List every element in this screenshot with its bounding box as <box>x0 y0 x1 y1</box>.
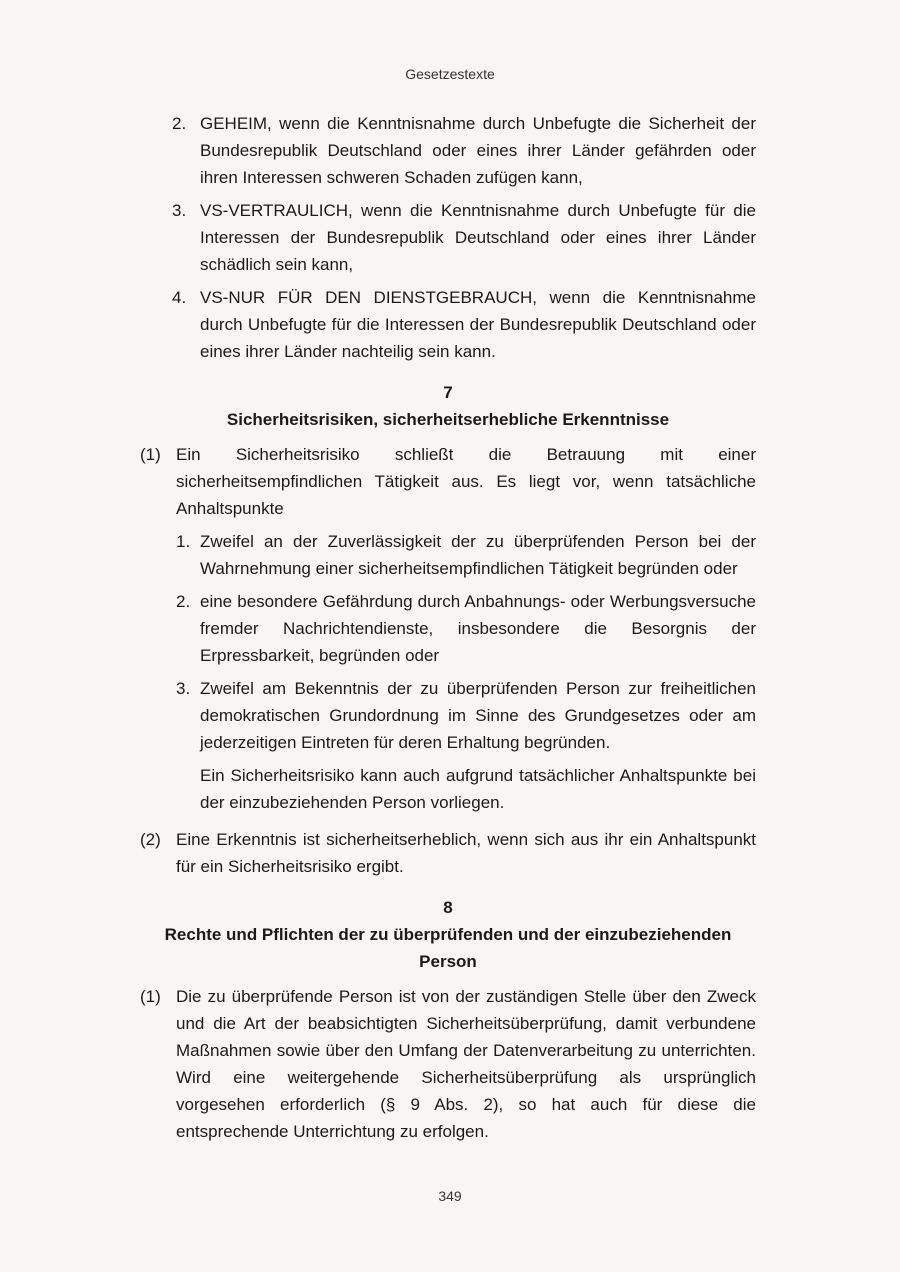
paragraph-text: Die zu überprüfende Person ist von der zuständigen Stelle über den Zweck und die Art der beabsichtigten Sicherheitsüberprüfung, damit verbundene Maßnahmen sowie über den Umfang der Datenverarbeitung zu unterrichten. Wird eine weitergehende Sicherheitsüberprüfung als ursprünglich vorgesehen erforderlich (§ 9 Abs. 2), so hat auch für diese die entsprechende Unterrichtung zu erfolgen. <box>176 987 756 1141</box>
list-item <box>140 675 756 756</box>
paragraph <box>140 441 756 522</box>
item-number: 4. <box>172 288 187 307</box>
page-number: 349 <box>438 1188 462 1204</box>
paragraph-text: Ein Sicherheitsrisiko schließt die Betrauung mit einer sicherheitsempfindlichen Tätigkeit aus. Es liegt vor, wenn tatsächliche Anhaltspunkte <box>176 445 756 518</box>
item-number: 2. <box>176 592 191 611</box>
section-title: Rechte und Pflichten der zu überprüfenden und der einzubeziehenden Person <box>164 925 732 971</box>
paragraph-number: (2) <box>140 830 161 849</box>
item-number: 2. <box>172 114 187 133</box>
list-item <box>140 110 756 191</box>
section-number: 7 <box>443 383 453 402</box>
page-content <box>140 110 756 1151</box>
item-text: eine besondere Gefährdung durch Anbahnungs- oder Werbungsversuche fremder Nachrichtendienste, insbesondere die Besorgnis der Erpressbarkeit, begründen oder <box>200 592 756 665</box>
item-text: Zweifel am Bekenntnis der zu überprüfenden Person zur freiheitlichen demokratischen Grundordnung im Sinne des Grundgesetzes oder am jederzeitigen Eintreten für deren Erhaltung begründen. <box>200 679 756 752</box>
paragraph-text: Eine Erkenntnis ist sicherheitserheblich, wenn sich aus ihr ein Anhaltspunkt für ein Sicherheitsrisiko ergibt. <box>176 830 756 876</box>
item-text: GEHEIM, wenn die Kenntnisnahme durch Unbefugte die Sicherheit der Bundesrepublik Deutschland oder eines ihrer Länder gefährden oder ihren Interessen schweren Schaden zufügen kann, <box>200 114 756 187</box>
item-text: VS-VERTRAULICH, wenn die Kenntnisnahme durch Unbefugte für die Interessen der Bundesrepublik Deutschland oder eines ihrer Länder schädlich sein kann, <box>200 201 756 274</box>
paragraph-note: Ein Sicherheitsrisiko kann auch aufgrund tatsächlicher Anhaltspunkte bei der einzubeziehenden Person vorliegen. <box>200 766 756 812</box>
item-number: 3. <box>176 679 191 698</box>
paragraph-number: (1) <box>140 987 161 1006</box>
section-title: Sicherheitsrisiken, sicherheitserhebliche Erkenntnisse <box>226 410 670 429</box>
running-header: Gesetzestexte <box>405 66 495 82</box>
list-item <box>140 528 756 582</box>
item-text: VS-NUR FÜR DEN DIENSTGEBRAUCH, wenn die Kenntnisnahme durch Unbefugte für die Interessen der Bundesrepublik Deutschland oder eines ihrer Länder nachteilig sein kann. <box>200 288 756 361</box>
item-number: 1. <box>176 532 191 551</box>
item-text: Zweifel an der Zuverlässigkeit der zu überprüfenden Person bei der Wahrnehmung einer sicherheitsempfindlichen Tätigkeit begründen oder <box>200 532 756 578</box>
list-item <box>140 197 756 278</box>
paragraph <box>140 826 756 880</box>
paragraph-number: (1) <box>140 445 161 464</box>
list-item <box>140 284 756 365</box>
list-item <box>140 588 756 669</box>
section-number: 8 <box>443 898 453 917</box>
paragraph <box>140 983 756 1145</box>
item-number: 3. <box>172 201 187 220</box>
